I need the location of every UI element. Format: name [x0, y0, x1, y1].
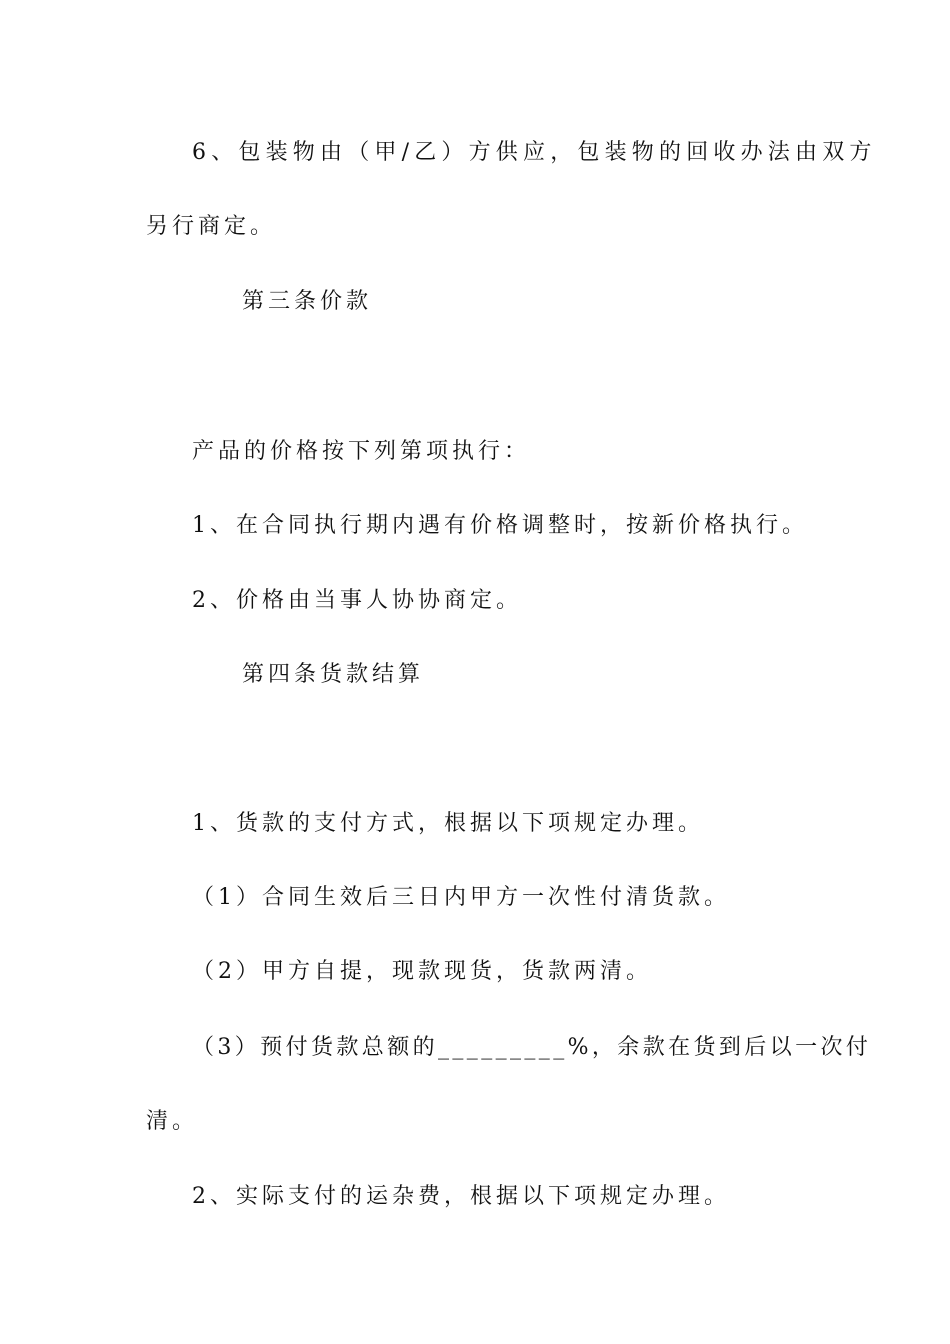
paragraph-payment-option-2: （2）甲方自提，现款现货，货款两清。	[192, 959, 652, 984]
paragraph-price-intro: 产品的价格按下列第项执行：	[192, 439, 531, 464]
paragraph-freight-charges: 2、实际支付的运杂费，根据以下项规定办理。	[192, 1184, 730, 1209]
paragraph-payment-method: 1、货款的支付方式，根据以下项规定办理。	[192, 811, 704, 836]
paragraph-payment-option-1: （1）合同生效后三日内甲方一次性付清货款。	[192, 885, 730, 910]
paragraph-packaging-continued: 另行商定。	[146, 214, 277, 239]
paragraph-payment-option-3: （3）预付货款总额的_________%，余款在货到后以一次付	[192, 1035, 872, 1060]
paragraph-price-item-2: 2、价格由当事人协协商定。	[192, 588, 522, 613]
paragraph-price-item-1: 1、在合同执行期内遇有价格调整时，按新价格执行。	[192, 513, 808, 538]
section-heading-article-4-settlement: 第四条货款结算	[242, 662, 425, 687]
section-heading-article-3-price: 第三条价款	[242, 289, 373, 314]
paragraph-payment-option-3-continued: 清。	[146, 1109, 199, 1134]
paragraph-packaging-supply: 6、包装物由（甲/乙）方供应，包装物的回收办法由双方	[192, 140, 877, 165]
